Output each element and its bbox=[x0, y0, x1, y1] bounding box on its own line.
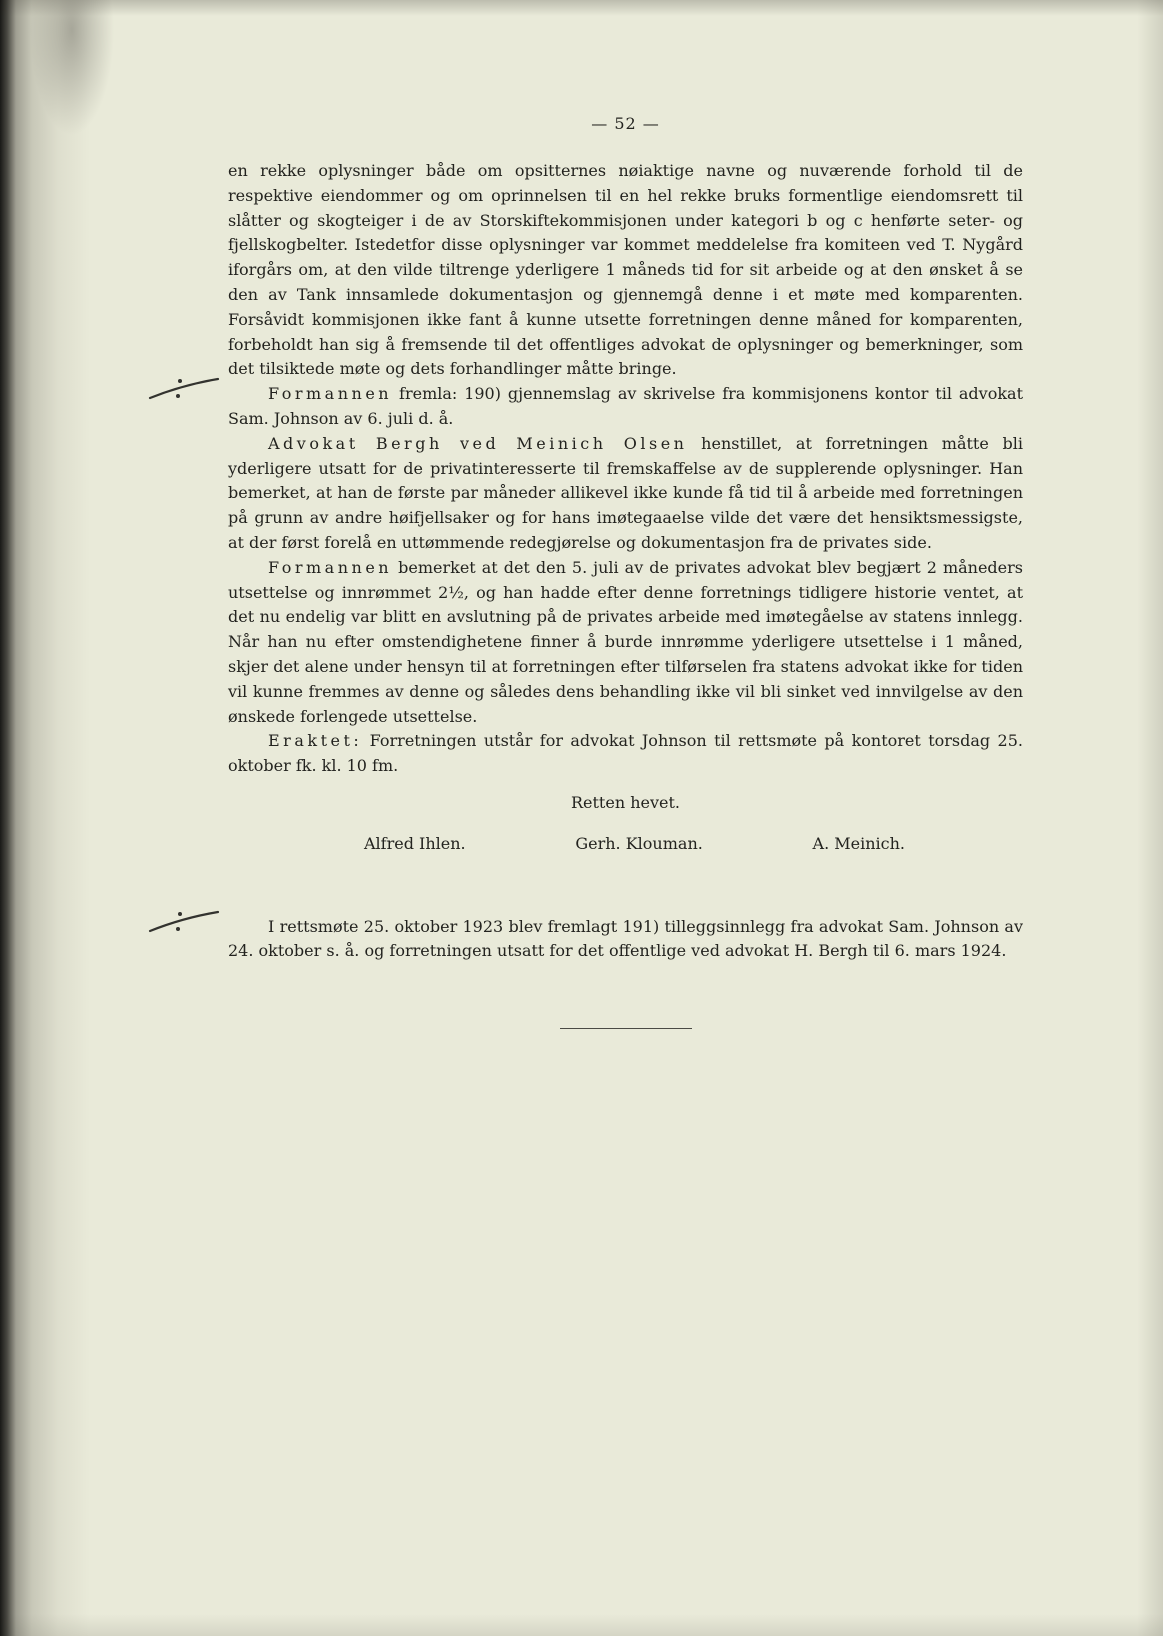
paragraph-text: I rettsmøte 25. oktober 1923 blev fremlagt 191) tilleggsinnlegg fra advokat Sam. Johnson av 24. oktober s. å. og forretningen utsatt for det offentlige ved advokat H. Bergh til 6. mars 1924. bbox=[228, 916, 1023, 961]
paragraph-text: en rekke oplysninger både om opsitternes nøiaktige navne og nuværende forhold til de respektive eiendommer og om oprinnelsen til en hel rekke bruks formentlige eiendomsrett til slåtter og skogteiger i de av Storskiftekommisjonen under kategori b og c henførte seter- og fjellskogbelter. Istedetfor disse oplysninger var kommet meddelelse fra komiteen ved T. Nygård iforgårs om, at den vilde tiltrenge yderligere 1 måneds tid for sit arbeide og at den ønsket å se den av Tank innsamlede dokumentasjon og gjennemgå denne i et møte med komparenten. Forsåvidt kommisjonen ikke fant å kunne utsette forretningen denne måned for komparenten, forbeholdt han sig å fremsende til det offentliges advokat de oplysninger og bemerkninger, som det tilsiktede møte og dets forhandlinger måtte bringe. bbox=[228, 161, 1023, 379]
post-paragraphs bbox=[228, 915, 1023, 965]
retten-hevet-line: Retten hevet. bbox=[570, 792, 681, 812]
paragraph bbox=[228, 915, 1023, 965]
signatures-row bbox=[228, 832, 1023, 857]
closing-rule bbox=[560, 1028, 692, 1029]
signature-a-meinich: A. Meinich. bbox=[812, 833, 905, 853]
paragraph-text: henstillet, at forretningen måtte bli yderligere utsatt for de privatinteresserte til fremskaffelse av de supplerende oplysninger. Han bemerket, at han de første par måneder allikevel ikke kunde få tid til å arbeide med forretningen på grunn av andre høifjellsaker og for hans imøtegaaelse vilde det være det hensiktsmessigste, at der først forelå en uttømmende redegjørelse og dokumentasjon fra de privates side. bbox=[228, 433, 1023, 552]
letterspaced-lead: Eraktet: bbox=[268, 731, 363, 751]
signature-gerh-klouman: Gerh. Klouman. bbox=[575, 833, 703, 853]
signature-alfred-ihlen: Alfred Ihlen. bbox=[364, 833, 466, 853]
paragraph-text: bemerket at det den 5. juli av de privates advokat blev begjært 2 måneders utsettelse og innrømmet 2½, og han hadde efter denne forretnings tidligere historie ventet, at det nu endelig var blitt en avslutning på de privates arbeide med imøtegåelse av statens innlegg. Når han nu efter omstendighetene finner å burde innrømme yderligere utsettelse i 1 måned, skjer det alene under hensyn til at forretningen efter tilførselen fra statens advokat ikke for tiden vil kunne fremmes av denne og således dens behandling ikke vil bli sinket ved innvilgelse av den ønskede forlengede utsettelse. bbox=[228, 557, 1023, 726]
paragraph bbox=[228, 382, 1023, 432]
body-paragraphs bbox=[228, 159, 1023, 779]
handwritten-margin-mark-icon bbox=[148, 374, 220, 402]
letterspaced-lead: Formannen bbox=[268, 384, 393, 404]
paragraph bbox=[228, 159, 1023, 382]
paragraph bbox=[228, 729, 1023, 779]
page-number: — 52 — bbox=[591, 114, 660, 133]
paragraph-text: Forretningen utstår for advokat Johnson til rettsmøte på kontoret torsdag 25. oktober fk. kl. 10 fm. bbox=[228, 731, 1023, 776]
handwritten-margin-mark-icon bbox=[148, 907, 220, 935]
letterspaced-lead: Advokat Bergh ved Meinich Olsen bbox=[268, 433, 688, 453]
letterspaced-lead: Formannen bbox=[268, 557, 393, 577]
paragraph bbox=[228, 432, 1023, 556]
paragraph-text: fremla: 190) gjennemslag av skrivelse fra kommisjonens kontor til advokat Sam. Johnson av 6. juli d. å. bbox=[228, 384, 1023, 428]
text-block bbox=[228, 159, 1023, 1029]
paragraph bbox=[228, 556, 1023, 730]
